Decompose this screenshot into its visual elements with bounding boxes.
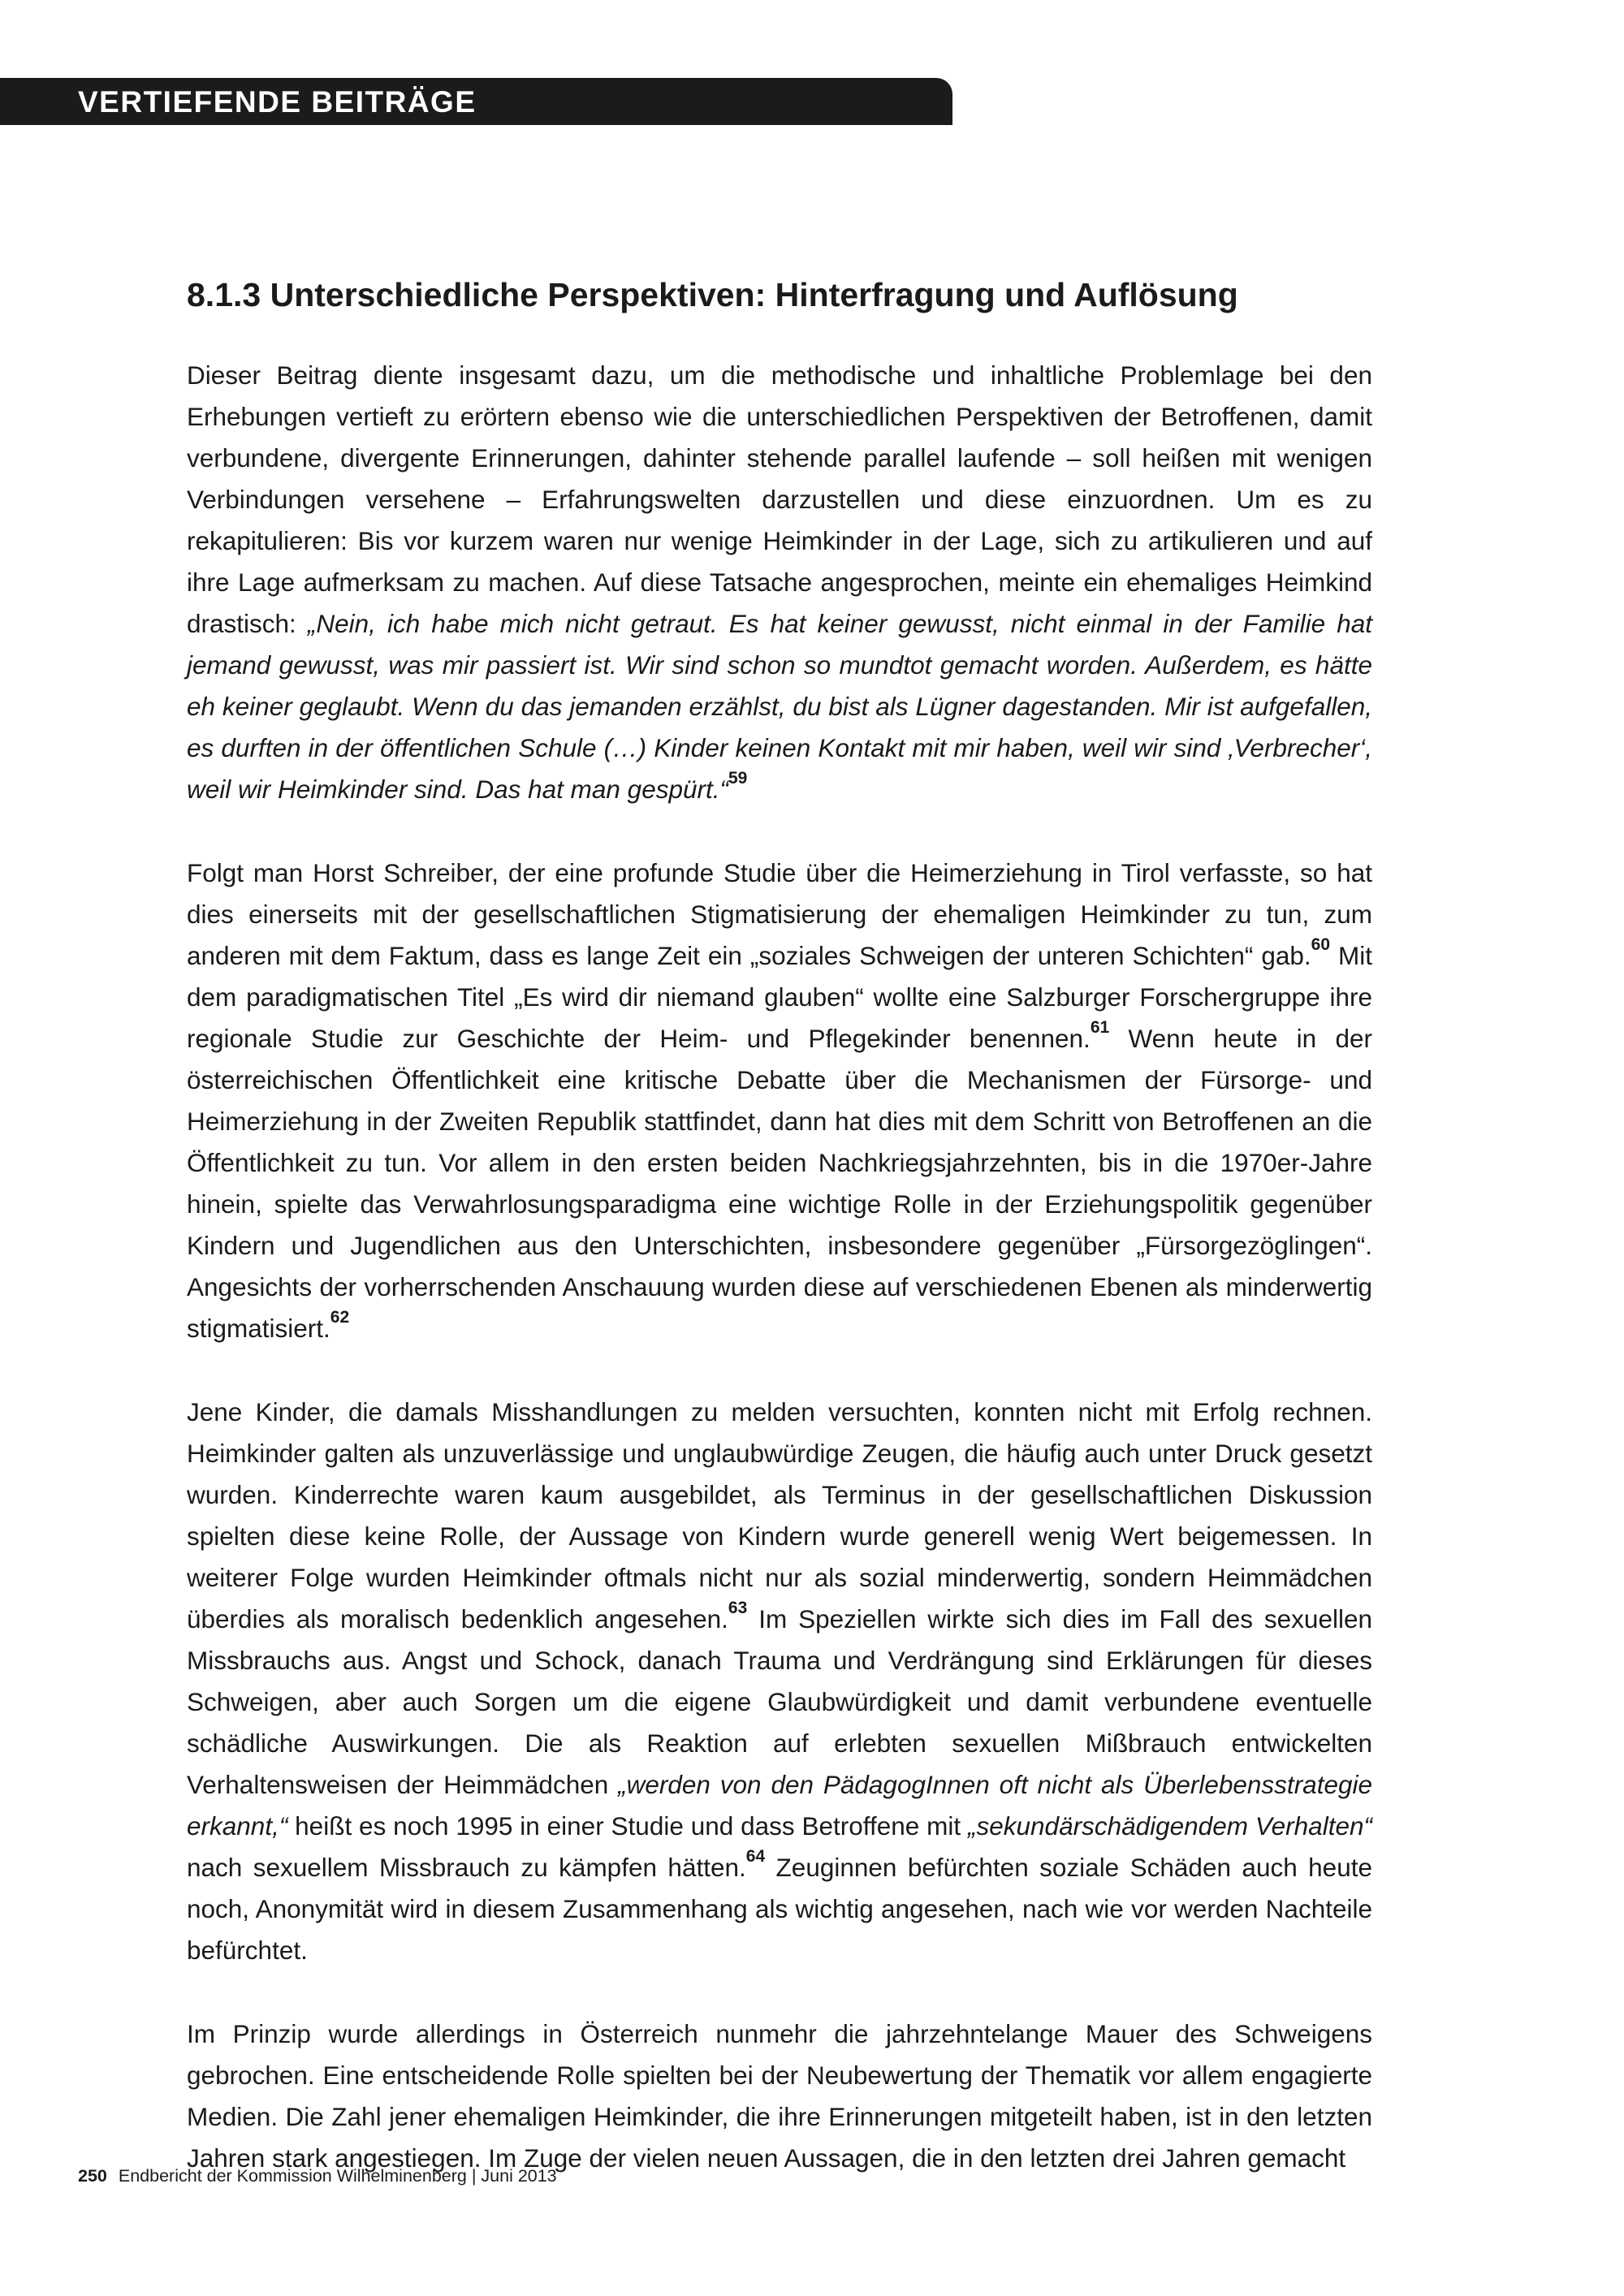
footnote-ref: 64 — [745, 1847, 766, 1867]
paragraph-text: Im Speziellen wirkte sich dies im Fall des sexuellen Missbrauchs aus. Angst und Schock, danach Trauma und Verdrängung sind Erklärungen für dieses Schweigen, aber auch Sorgen um die eigene Glaubwürdigkeit und damit verbundene eventuelle schädliche Auswirkungen. Die als Reaktion auf erlebten sexuellen Mißbrauch entwickelten Verhaltensweisen der Heimmädchen — [187, 1604, 1372, 1799]
page-number: 250 — [78, 2166, 107, 2186]
paragraph — [187, 2013, 1372, 2179]
paragraph — [187, 852, 1372, 1349]
page-footer — [78, 2166, 557, 2186]
paragraph-text: Folgt man Horst Schreiber, der eine profunde Studie über die Heimerziehung in Tirol verfasste, so hat dies einerseits mit der gesellschaftlichen Stigmatisierung der ehemaligen Heimkinder zu tun, zum anderen mit dem Faktum, dass es lange Zeit ein „soziales Schweigen der unteren Schichten“ gab. — [187, 858, 1372, 970]
main-content — [187, 276, 1372, 2221]
section-title: 8.1.3 Unterschiedliche Perspektiven: Hinterfragung und Auflösung — [187, 276, 1238, 313]
footnote-ref: 63 — [728, 1599, 748, 1618]
footnote-ref: 62 — [330, 1308, 350, 1327]
quotation: „sekundärschädigendem Verhalten“ — [968, 1811, 1372, 1841]
quotation: „Nein, ich habe mich nicht getraut. Es hat keiner gewusst, nicht einmal in der Familie hat jemand gewusst, was mir passiert ist. Wir sind schon so mundtot gemacht worden. Außerdem, es hätte eh keiner geglaubt. Wenn du das jemanden erzählst, du bist als Lügner dagestanden. Mir ist aufgefallen, es durften in der öffentlichen Schule (…) Kinder keinen Kontakt mit mir haben, weil wir sind ‚Verbrecher‘, weil wir Heimkinder sind. Das hat man gespürt.“ — [187, 609, 1372, 804]
paragraph-text: Zeuginnen befürchten soziale Schäden auch heute noch, Anonymität wird in diesem Zusammenhang als wichtig angesehen, nach wie vor werden Nachteile befürchtet. — [187, 1853, 1372, 1965]
paragraph-text: heißt es noch 1995 in einer Studie und dass Betroffene mit — [287, 1811, 968, 1841]
footnote-ref: 60 — [1311, 935, 1331, 955]
publication-title: Endbericht der Kommission Wilhelminenberg | Juni 2013 — [118, 2166, 557, 2186]
paragraph-text: Jene Kinder, die damals Misshandlungen zu melden versuchten, konnten nicht mit Erfolg rechnen. Heimkinder galten als unzuverlässige und unglaubwürdige Zeugen, die häufig auch unter Druck gesetzt wurden. Kinderrechte waren kaum ausgebildet, als Terminus in der gesellschaftlichen Diskussion spielten diese keine Rolle, der Aussage von Kindern wurde generell wenig Wert beigemessen. In weiterer Folge wurden Heimkinder oftmals nicht nur als sozial minderwertig, sondern Heimmädchen überdies als moralisch bedenklich angesehen. — [187, 1397, 1372, 1634]
section-header-bar — [0, 78, 952, 125]
footnote-ref: 59 — [728, 769, 748, 788]
footnote-ref: 61 — [1090, 1018, 1110, 1038]
paragraph-text: Im Prinzip wurde allerdings in Österreich nunmehr die jahrzehntelange Mauer des Schweigens gebrochen. Eine entscheidende Rolle spielten bei der Neubewertung der Thematik vor allem engagierte Medien. Die Zahl jener ehemaligen Heimkinder, die ihre Erinnerungen mitgeteilt haben, ist in den letzten Jahren stark angestiegen. Im Zuge der vielen neuen Aussagen, die in den letzten drei Jahren gemacht — [187, 2019, 1372, 2173]
paragraph-text: nach sexuellem Missbrauch zu kämpfen hätten. — [187, 1853, 746, 1882]
section-label: VERTIEFENDE BEITRÄGE — [78, 85, 477, 119]
paragraph — [187, 355, 1372, 810]
paragraph-text: Dieser Beitrag diente insgesamt dazu, um die methodische und inhaltliche Problemlage bei den Erhebungen vertieft zu erörtern ebenso wie die unterschiedlichen Perspektiven der Betroffenen, damit verbundene, divergente Erinnerungen, dahinter stehende parallel laufende – soll heißen mit wenigen Verbindungen versehene – Erfahrungswelten darzustellen und diese einzuordnen. Um es zu rekapitulieren: Bis vor kurzem waren nur wenige Heimkinder in der Lage, sich zu artikulieren und auf ihre Lage aufmerksam zu machen. Auf diese Tatsache angesprochen, meinte ein ehemaliges Heimkind drastisch: — [187, 360, 1372, 638]
quotation: „werden von den PädagogInnen oft nicht als Überlebensstrategie erkannt,“ — [187, 1770, 1373, 1841]
paragraph-text: Mit dem paradigmatischen Titel „Es wird dir niemand glauben“ wollte eine Salzburger Forschergruppe ihre regionale Studie zur Geschichte der Heim- und Pflegekinder benennen. — [187, 941, 1372, 1053]
paragraph — [187, 1392, 1372, 1971]
paragraph-text: Wenn heute in der österreichischen Öffentlichkeit eine kritische Debatte über die Mechanismen der Fürsorge- und Heimerziehung in der Zweiten Republik stattfindet, dann hat dies mit dem Schritt von Betroffenen an die Öffentlichkeit zu tun. Vor allem in den ersten beiden Nachkriegsjahrzehnten, bis in die 1970er-Jahre hinein, spielte das Verwahrlosungsparadigma eine wichtige Rolle in der Erziehungspolitik gegenüber Kindern und Jugendlichen aus den Unterschichten, insbesondere gegenüber „Fürsorgezöglingen“. Angesichts der vorherrschenden Anschauung wurden diese auf verschiedenen Ebenen als minderwertig stigmatisiert. — [187, 1024, 1372, 1343]
